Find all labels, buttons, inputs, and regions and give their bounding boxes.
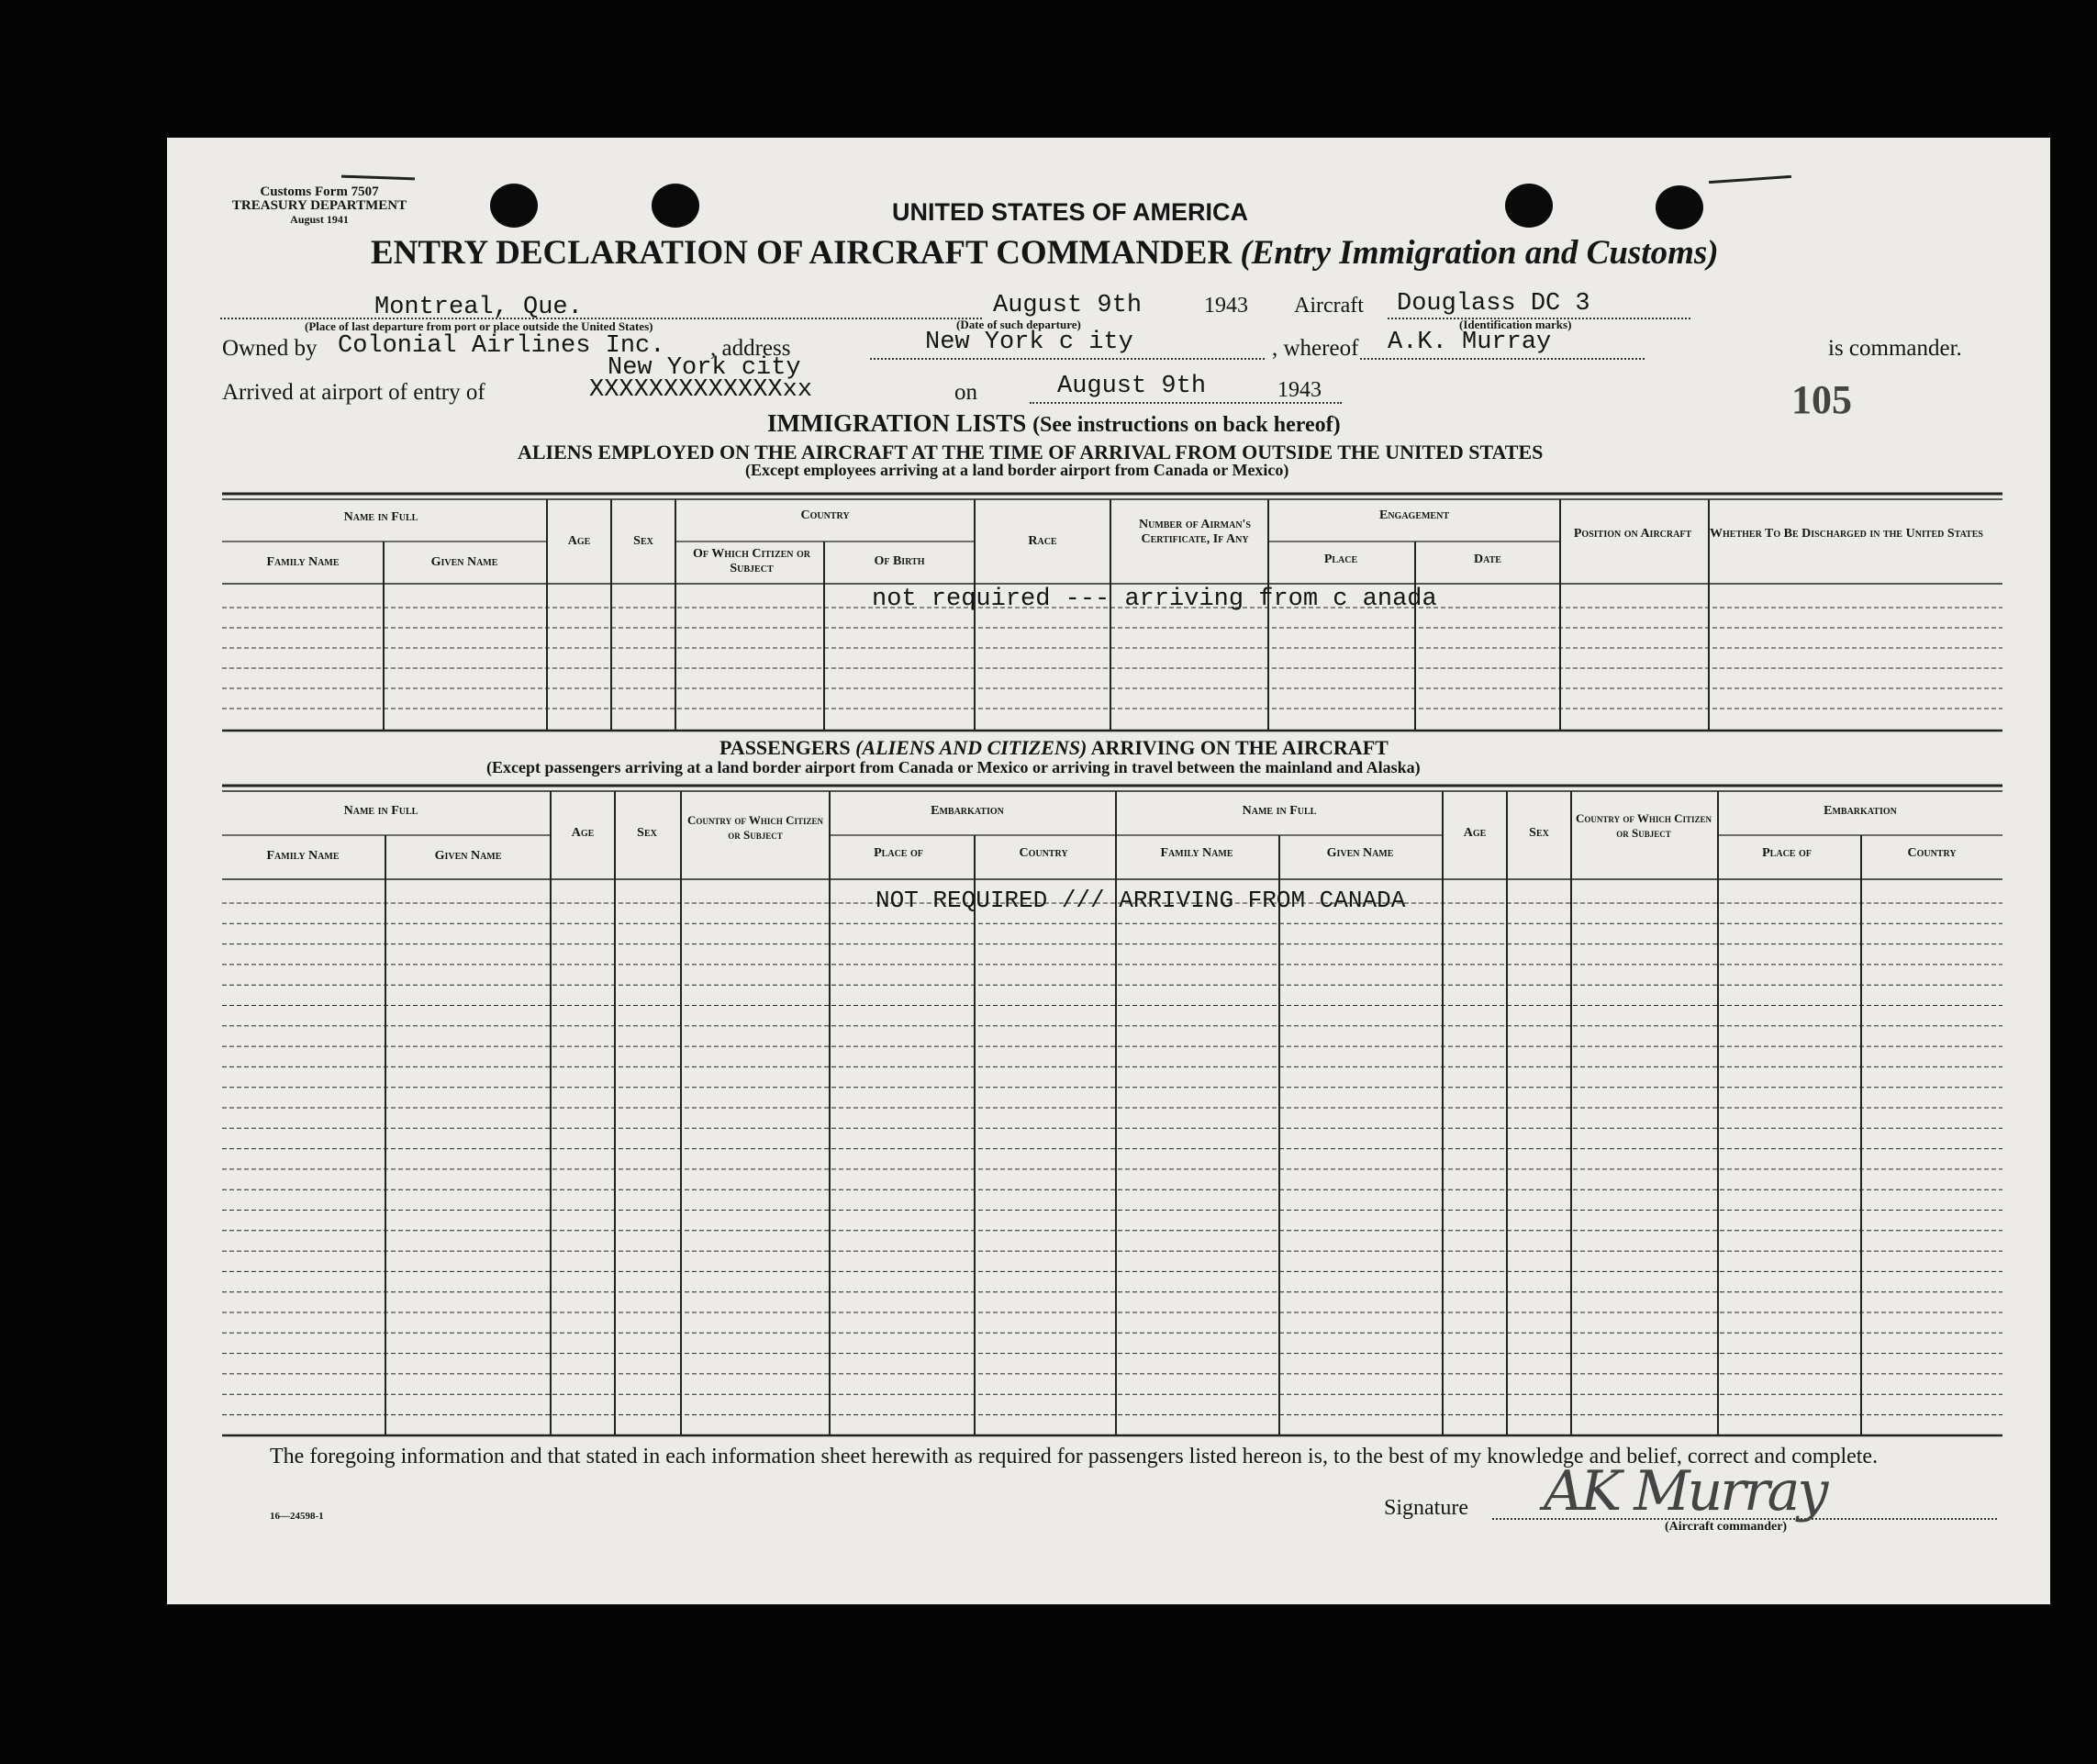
aircraft-caption: (Identification marks) [1459,318,1572,331]
arrival-label: Arrived at airport of entry of [222,380,485,405]
pax-header-country-citizen-2: Country of Which Citizen or Subject [1576,811,1712,840]
immigration-subtitle: ALIENS EMPLOYED ON THE AIRCRAFT AT THE TIME OF ARRIVAL FROM OUTSIDE THE UNITED STATES [518,441,1544,463]
pax-header-family: Family Name [266,849,340,863]
pax-header-name: Name in Full [343,804,418,818]
immigration-subnote: (Except employees arriving at a land border airport from Canada or Mexico) [745,461,1289,479]
imm-header-given: Given Name [430,555,498,569]
pax-header-country: Country [1019,846,1068,860]
imm-header-place: Place [1323,553,1358,566]
signature-label: Signature [1384,1496,1468,1520]
form-heading: UNITED STATES OF AMERICA [892,198,1248,226]
passengers-title-a: PASSENGERS [719,736,851,759]
immigration-title-note: (See instructions on back hereof) [1032,413,1341,437]
aircraft-id: Douglass DC 3 [1397,290,1590,318]
pax-header-place-2: Place of [1762,846,1812,860]
pax-header-country-2: Country [1907,846,1957,860]
signature-caption: (Aircraft commander) [1665,1520,1788,1534]
immigration-entry: not required --- arriving from c anada [872,586,1437,613]
title-paren: (Entry Immigration and Customs) [1240,234,1719,272]
pax-header-sex-2: Sex [1529,826,1549,840]
commander-name: A.K. Murray [1388,329,1552,356]
pax-header-name-2: Name in Full [1242,804,1317,818]
pax-header-country-citizen: Country of Which Citizen or Subject [687,813,823,842]
pax-header-place: Place of [874,846,923,860]
passengers-title [719,736,1389,760]
imm-header-family: Family Name [266,555,340,569]
declaration-text: The foregoing information and that stated in each information sheet herewith as required for passengers listed hereon is, to the best of my knowledge and belief, correct and complete. [270,1445,1879,1468]
form-id-line: Customs Form 7507 [260,184,379,199]
departure-date-caption: (Date of such departure) [956,318,1081,331]
imm-header-country: Country [800,508,850,522]
form-paper [167,138,2050,1604]
passengers-title-b: (ALIENS AND CITIZENS) [855,736,1088,759]
form-id-line: TREASURY DEPARTMENT [231,198,407,213]
stamp-number: 105 [1791,377,1852,422]
departure-place: Montreal, Que. [374,294,583,321]
immigration-title-text: IMMIGRATION LISTS [767,409,1027,437]
aircraft-label: Aircraft [1294,294,1364,318]
pax-header-embarkation: Embarkation [931,804,1004,818]
passengers-subnote: (Except passengers arriving at a land border airport from Canada or Mexico or arriving in travel between the mainland and Alaska) [486,758,1421,776]
imm-header-discharged: Whether To Be Discharged in the United States [1710,527,1983,541]
departure-place-caption: (Place of last departure from port or place outside the United States) [305,319,653,333]
imm-header-engagement: Engagement [1378,508,1449,522]
passengers-title-c: ARRIVING ON THE AIRCRAFT [1090,736,1389,759]
departure-year: 1943 [1204,294,1248,318]
imm-header-sex: Sex [633,534,653,548]
imm-header-position: Position on Aircraft [1573,527,1692,541]
imm-header-age: Age [567,534,591,548]
signature: AK Murray [1544,1459,1826,1524]
pax-header-given: Given Name [434,849,502,863]
arrival-airport-struck: XXXXXXXXXXXXXxx [589,376,813,404]
owner-label: Owned by [222,336,318,361]
commander-label: is commander. [1828,336,1962,361]
imm-header-birth: Of Birth [874,554,925,568]
owner-address: New York c ity [925,329,1133,356]
imm-header-certificate: Number of Airman's Certificate, If Any [1138,518,1251,546]
imm-header-citizen: Of Which Citizen or Subject [692,547,811,575]
pax-header-given-2: Given Name [1326,846,1394,860]
owner-name: Colonial Airlines Inc. [338,332,665,360]
arrival-date: August 9th [1057,373,1207,400]
title-main: ENTRY DECLARATION OF AIRCRAFT COMMANDER [371,234,1233,272]
arrival-year: 1943 [1277,378,1322,402]
form-id-line: August 1941 [290,213,349,226]
passengers-entry: NOT REQUIRED /// ARRIVING FROM CANADA [876,887,1406,914]
print-code: 16—24598-1 [270,1511,324,1522]
pax-header-age: Age [571,826,595,840]
pax-header-family-2: Family Name [1160,846,1233,860]
pax-header-sex: Sex [637,826,657,840]
arrival-airport-typed: New York city [608,354,801,382]
immigration-grid [167,138,2050,1604]
imm-header-date: Date [1474,553,1501,566]
imm-header-name: Name in Full [343,510,418,524]
address-label: , address [710,336,791,361]
imm-header-race: Race [1028,534,1057,548]
on-label: on [954,380,977,405]
pax-header-embarkation-2: Embarkation [1824,804,1897,818]
whereof-label: , whereof [1272,336,1359,361]
pax-header-age-2: Age [1463,826,1487,840]
departure-date: August 9th [993,292,1143,319]
